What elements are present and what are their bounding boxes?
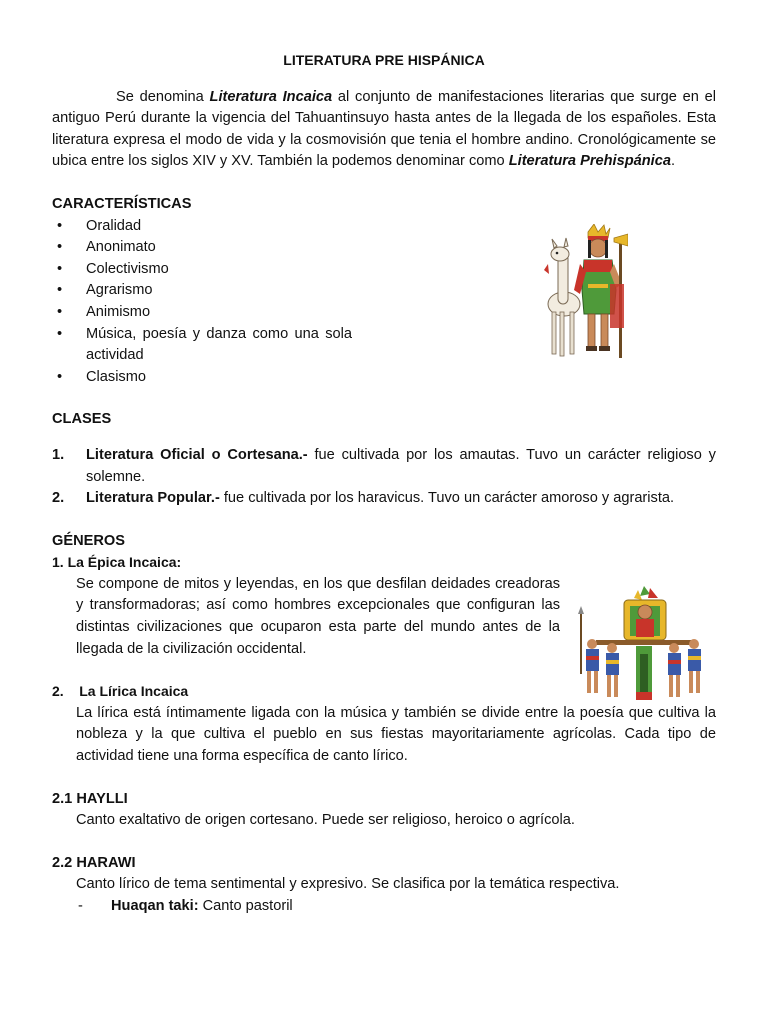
document-title: LITERATURA PRE HISPÁNICA bbox=[283, 52, 485, 68]
list-item: • Anonimato bbox=[57, 239, 156, 256]
list-item: • Clasismo bbox=[57, 368, 147, 385]
lirica-paragraph: La lírica está íntimamente ligada con la música y también se divide entre la poesía que cultiva la nobleza y la que cultiva el pueblo en sus fiestas mayoritariamente agrícolas. Cada tipo de actividad tiene una forma específica de canto lírico. bbox=[76, 704, 716, 765]
list-item: • Agrarismo bbox=[57, 282, 153, 299]
heading-haylli: 2.1 HAYLLI bbox=[52, 790, 128, 807]
heading-lirica-incaica: 2. La Lírica Incaica bbox=[52, 683, 189, 700]
heading-caracteristicas: CARACTERÍSTICAS bbox=[52, 195, 192, 212]
harawi-paragraph: Canto lírico de tema sentimental y expresivo. Se clasifica por la temática respectiva. bbox=[76, 876, 620, 893]
caracteristicas-list bbox=[52, 216, 352, 389]
list-item: • Colectivismo bbox=[57, 260, 169, 277]
list-item: 2. Literatura Popular.- fue cultivada por los haravicus. Tuvo un carácter amoroso y agrarista. bbox=[52, 490, 675, 507]
intro-paragraph: Se denomina Literatura Incaica al conjunto de manifestaciones literarias que surge en el antiguo Perú durante la vigencia del Tahuantinsuyo hasta antes de la llegada de los españoles. Esta literatura expresa el modo de vida y la cosmovisión que tenia el hombre andino. Cronológicamente se ubica entre los siglos XIV y XV. También la podemos denominar como Literatura Prehispánica. bbox=[52, 88, 717, 170]
list-item: • Animismo bbox=[57, 303, 151, 320]
term-literatura-prehispanica: Literatura Prehispánica bbox=[508, 153, 671, 170]
inca-llama-illustration bbox=[544, 224, 628, 366]
heading-generos: GÉNEROS bbox=[52, 532, 125, 549]
term-literatura-incaica: Literatura Incaica bbox=[209, 88, 333, 105]
haylli-paragraph: Canto exaltativo de origen cortesano. Puede ser religioso, heroico o agrícola. bbox=[76, 812, 575, 829]
heading-harawi: 2.2 HARAWI bbox=[52, 854, 136, 871]
list-item: • Música, poesía y danza como una sola actividad bbox=[57, 325, 352, 364]
epica-paragraph: Se compone de mitos y leyendas, en los que desfilan deidades creadoras y transformadoras; así como hombres excepcionales que configuran las distintas civilizaciones que ocuparon esta parte del mundo antes de la llegada de la civilización occidental. bbox=[76, 575, 560, 657]
clases-list bbox=[52, 445, 716, 510]
inca-litter-illustration bbox=[578, 584, 708, 712]
document-page bbox=[52, 50, 716, 918]
llama-figure bbox=[544, 238, 580, 356]
harawi-subitem: - Huaqan taki: Canto pastoril bbox=[78, 898, 293, 914]
heading-epica-incaica: 1. La Épica Incaica: bbox=[52, 554, 182, 571]
list-item: • Oralidad bbox=[57, 217, 142, 234]
heading-clases: CLASES bbox=[52, 411, 112, 428]
list-item: 1. Literatura Oficial o Cortesana.- fue cultivada por los amautas. Tuvo un carácter religioso y solemne. bbox=[52, 446, 716, 485]
inca-man-figure bbox=[574, 224, 628, 358]
